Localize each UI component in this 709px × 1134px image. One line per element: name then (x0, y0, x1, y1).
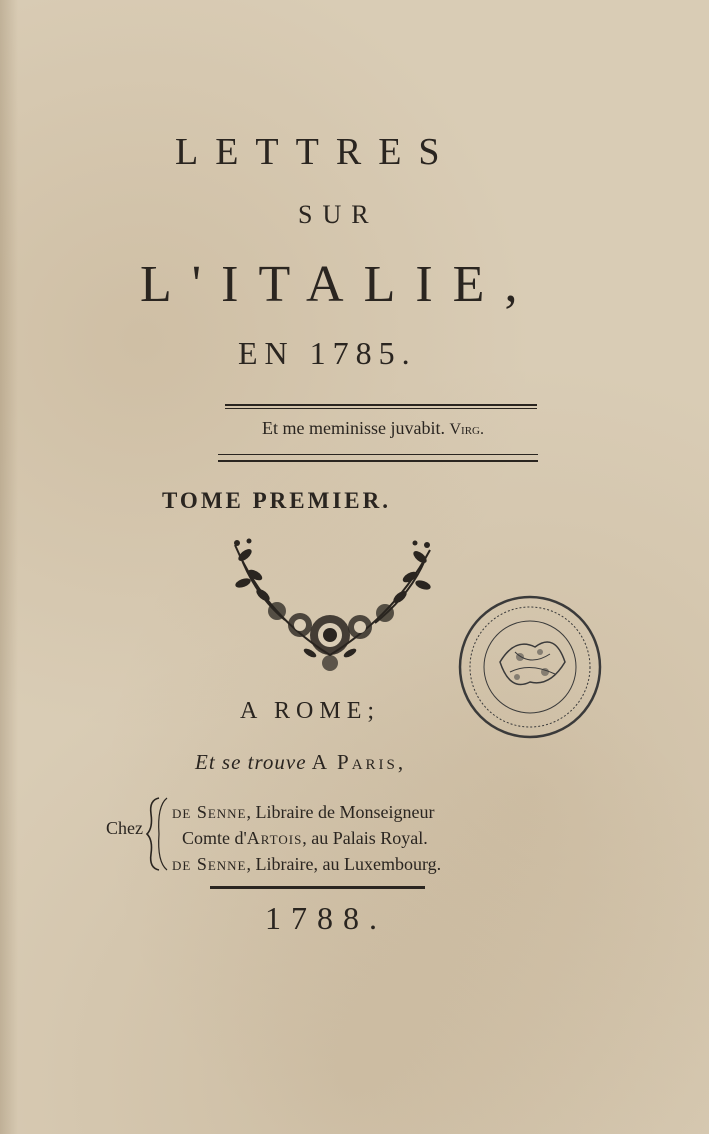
title-word-italie: L'ITALIE, (140, 256, 538, 313)
title-word-lettres: LETTRES (175, 131, 457, 173)
imprint-place: A ROME; (240, 698, 381, 724)
seller-1-line-2-b: , au Palais Royal. (302, 828, 428, 848)
library-seal-icon (455, 592, 605, 742)
seller-2-line (172, 854, 441, 875)
title-word-sur: SUR (298, 200, 379, 229)
seller-2-name: de Senne (172, 854, 247, 874)
seller-1-line-2-name: Artois (246, 828, 303, 848)
seller-1-line-2 (182, 828, 428, 849)
seller-1-name: de Senne (172, 802, 247, 822)
epigraph-text: Et me meminisse juvabit. (262, 418, 445, 438)
publication-year: 1788. (265, 900, 387, 936)
rule-top (225, 404, 537, 406)
seller-2-rest: , Libraire, au Luxembourg. (246, 854, 442, 874)
floral-garland-icon (225, 535, 440, 685)
imprint-also-found: Et se trouve (195, 750, 307, 774)
rule-mid (218, 460, 538, 462)
epigraph-author: Virg. (449, 421, 484, 438)
seller-1-rest: , Libraire de Monseigneur (246, 802, 435, 822)
seller-1-line-2-a: Comte d' (182, 828, 247, 848)
imprint-chez: Chez (106, 818, 143, 838)
epigraph (262, 418, 484, 439)
imprint-paris (195, 750, 406, 775)
seller-1-line-1 (172, 802, 434, 823)
title-date: EN 1785. (238, 335, 417, 371)
rule-mid-thin (218, 454, 538, 455)
rule-bottom (210, 886, 425, 889)
curly-brace-icon (145, 796, 171, 872)
imprint-a-paris: A Paris, (311, 750, 407, 774)
rule-top-thin (225, 408, 537, 409)
volume-label: TOME PREMIER. (162, 488, 391, 513)
